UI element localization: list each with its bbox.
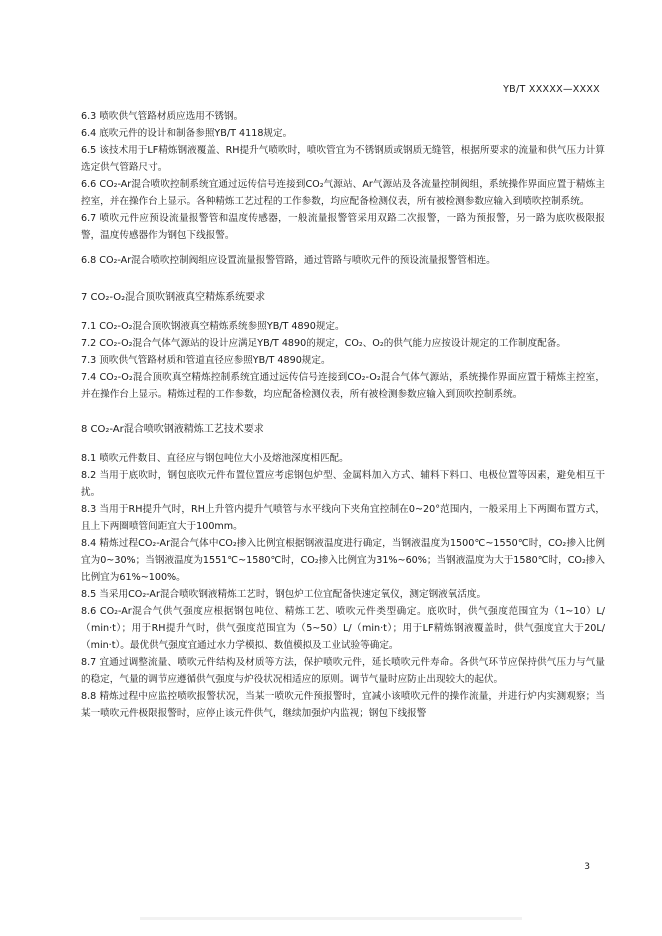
clause-8-8: 8.8 精炼过程中应监控喷吹报警状况，当某一喷吹元件预报警时，宜减小该喷吹元件的操作流量，并进行炉内实测观察；当某一喷吹元件极限报警时，应停止该元件供气，继续加强炉内监视；钢包下线报警 xyxy=(81,691,605,719)
clause-8-2: 8.2 当用于底吹时，钢包底吹元件布置位置应考虑钢包炉型、金属料加入方式、辅料下料口、电极位置等因素，避免相互干扰。 xyxy=(81,470,605,498)
footer-watermark xyxy=(140,914,522,924)
document-body xyxy=(81,108,605,722)
clause-7-3: 7.3 顶吹供气管路材质和管道直径应参照YB/T 4890规定。 xyxy=(81,355,331,366)
clause-7-4: 7.4 CO₂-O₂混合顶吹真空精炼控制系统宜通过远传信号连接到CO₂-O₂混合气体气源站，系统操作界面应置于精炼主控室，并在操作台上显示。精炼过程的工作参数，均应配备检测仪表，所有被检测参数应输入到顶吹控制系统。 xyxy=(81,372,605,400)
clause-6-6: 6.6 CO₂-Ar混合喷吹控制系统宜通过远传信号连接到CO₂气源站、Ar气源站及各流量控制阀组，系统操作界面应置于精炼主控室，并在操作台上显示。各种精炼工艺过程的工作参数，均应配备检测仪表，所有被检测参数应输入到喷吹控制系统。 xyxy=(81,179,605,207)
clause-6-5: 6.5 该技术用于LF精炼钢液覆盖、RH提升气喷吹时，喷吹管宜为不锈钢质或钢质无缝管，根据所要求的流量和供气压力计算选定供气管路尺寸。 xyxy=(81,145,605,173)
clause-6-3: 6.3 喷吹供气管路材质应选用不锈钢。 xyxy=(81,111,244,122)
standard-code: YB/T XXXXX—XXXX xyxy=(503,84,600,95)
clause-6-8: 6.8 CO₂-Ar混合喷吹控制阀组应设置流量报警管路，通过管路与喷吹元件的预设流量报警管相连。 xyxy=(81,255,496,266)
clause-6-7: 6.7 喷吹元件应预设流量报警管和温度传感器，一般流量报警管采用双路二次报警，一路为预报警，另一路为底吹极限报警，温度传感器作为钢包下线报警。 xyxy=(81,213,605,241)
clause-8-6: 8.6 CO₂-Ar混合气供气强度应根据钢包吨位、精炼工艺、喷吹元件类型确定。底吹时，供气强度范围宜为（1~10）L/（min·t）；用于RH提升气时，供气强度范围宜为（5~50）L/（min·t）；用于LF精炼钢液覆盖时，供气强度宜大于20L/（min·t）。最优供气强度宜通过水力学模拟、数值模拟及工业试验等确定。 xyxy=(81,606,605,651)
section-7-heading: 7 CO₂-O₂混合顶吹钢液真空精炼系统要求 xyxy=(81,292,266,303)
clause-7-2: 7.2 CO₂-O₂混合气体气源站的设计应满足YB/T 4890的规定，CO₂、O₂的供气能力应按设计规定的工作制度配备。 xyxy=(81,338,566,349)
clause-8-7: 8.7 宜通过调整流量、喷吹元件结构及材质等方法，保护喷吹元件，延长喷吹元件寿命。各供气环节应保持供气压力与气量的稳定，气量的调节应遵循供气强度与炉役状况相适应的原则。调节气量时应防止出现较大的起伏。 xyxy=(81,657,605,685)
clause-6-4: 6.4 底吹元件的设计和制备参照YB/T 4118规定。 xyxy=(81,128,293,139)
clause-8-5: 8.5 当采用CO₂-Ar混合喷吹钢液精炼工艺时，钢包炉工位宜配备快速定氧仪，测定钢液氧活度。 xyxy=(81,589,487,600)
clause-7-1: 7.1 CO₂-O₂混合顶吹钢液真空精炼系统参照YB/T 4890规定。 xyxy=(81,321,345,332)
clause-8-1: 8.1 喷吹元件数目、直径应与钢包吨位大小及熔池深度相匹配。 xyxy=(81,453,349,464)
page-number: 3 xyxy=(584,862,590,872)
clause-8-4: 8.4 精炼过程CO₂-Ar混合气体中CO₂掺入比例宜根据钢液温度进行确定，当钢液温度为1500℃~1550℃时，CO₂掺入比例宜为0~30%；当钢液温度为1551℃~1580℃时，CO₂掺入比例宜为31%~60%；当钢液温度为大于1580℃时，CO₂掺入比例宜为61%~100%。 xyxy=(81,538,605,583)
section-8-heading: 8 CO₂-Ar混合喷吹钢液精炼工艺技术要求 xyxy=(81,424,264,435)
clause-8-3: 8.3 当用于RH提升气时，RH上升管内提升气喷管与水平线向下夹角宜控制在0~20°范围内，一般采用上下两圈布置方式，且上下两圈喷管间距宜大于100mm。 xyxy=(81,504,605,532)
